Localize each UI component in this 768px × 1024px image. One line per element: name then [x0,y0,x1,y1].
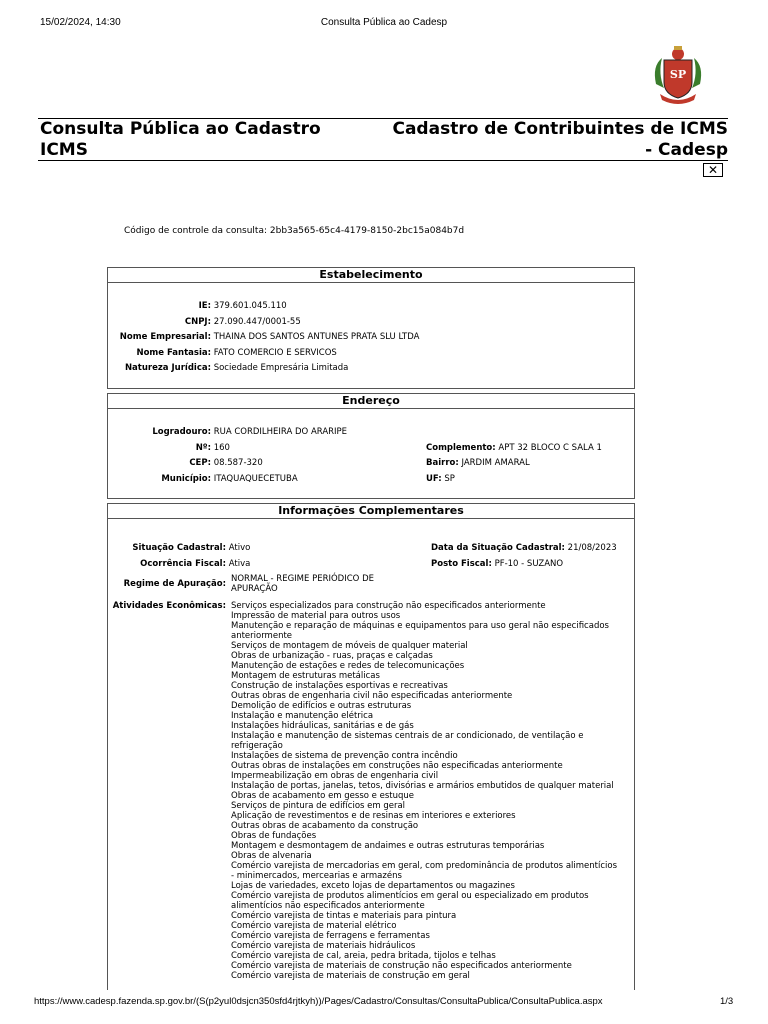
print-footer-url: https://www.cadesp.fazenda.sp.gov.br/(S(p2yul0dsjcn350sfd4rjtkyh))/Pages/Cadastro/Consultas/ConsultaPublica/ConsultaPublica.aspx [34,996,603,1007]
uf-value: SP [444,474,455,484]
atividade-item: Instalação e manutenção de sistemas centrais de ar condicionado, de ventilação e [231,731,584,741]
data-situacao-label: Data da Situação Cadastral: [431,543,565,553]
section-informacoes-complementares [107,503,635,990]
atividade-item: Construção de instalações esportivas e recreativas [231,681,448,691]
field-ocorrencia-fiscal [108,559,250,569]
atividade-item: Outras obras de acabamento da construção [231,821,419,831]
field-nome-fantasia [108,348,337,358]
control-code-value: 2bb3a565-65c4-4179-8150-2bc15a084b7d [269,226,465,236]
ie-label: IE: [198,301,211,311]
field-natureza-juridica [108,363,348,373]
atividade-item: Instalação e manutenção elétrica [231,711,374,721]
atividade-item: Instalações hidráulicas, sanitárias e de gás [231,721,414,731]
cnpj-value: 27.090.447/0001-55 [213,317,301,327]
numero-value: 160 [213,443,230,453]
bairro-label: Bairro: [426,458,459,468]
regime-apuracao-line2: APURAÇÃO [231,584,278,594]
atividade-item: Lojas de variedades, exceto lojas de departamentos ou magazines [231,881,515,891]
nome-empresarial-value: THAINA DOS SANTOS ANTUNES PRATA SLU LTDA [213,332,420,342]
atividade-item: Outras obras de engenharia civil não especificadas anteriormente [231,691,513,701]
nome-empresarial-label: Nome Empresarial: [119,332,211,342]
atividade-item: Aplicação de revestimentos e de resinas em interiores e exteriores [231,811,516,821]
natureza-juridica-label: Natureza Jurídica: [124,363,211,373]
bairro-value: JARDIM AMARAL [461,458,530,468]
close-icon: ✕ [707,163,719,177]
regime-apuracao-line1: NORMAL - REGIME PERIÓDICO DE [231,574,374,584]
print-datetime: 15/02/2024, 14:30 [40,17,121,28]
atividade-item: Comércio varejista de materiais de construção não especificados anteriormente [231,961,572,971]
ocorrencia-fiscal-label: Ocorrência Fiscal: [140,559,226,569]
field-cnpj [108,317,301,327]
field-nome-empresarial [108,332,419,342]
atividade-item: Demolição de edifícios e outras estruturas [231,701,412,711]
atividade-item: Comércio varejista de materiais hidráulicos [231,941,416,951]
field-ie [108,301,287,311]
atividade-item: Obras de alvenaria [231,851,312,861]
atividade-item: Obras de acabamento em gesso e estuque [231,791,414,801]
field-data-situacao [431,543,617,553]
field-posto-fiscal [431,559,563,569]
field-complemento [426,443,602,453]
atividade-item: anteriormente [231,631,293,641]
atividade-item: Obras de fundações [231,831,317,841]
cep-value: 08.587-320 [213,458,263,468]
atividade-item: Serviços de montagem de móveis de qualquer material [231,641,468,651]
uf-label: UF: [426,474,442,484]
cep-label: CEP: [189,458,211,468]
header-rule-bottom [38,160,728,161]
field-cep [108,458,263,468]
atividade-item: Impressão de material para outros usos [231,611,401,621]
nome-fantasia-label: Nome Fantasia: [136,348,211,358]
atividade-item: Instalações de sistema de prevenção contra incêndio [231,751,458,761]
page-title-left: Consulta Pública ao Cadastro ICMS [40,119,321,160]
atividade-item: Serviços especializados para construção não especificados anteriormente [231,601,546,611]
atividade-item: Comércio varejista de mercadorias em geral, com predominância de produtos alimentícios [231,861,618,871]
atividade-item: Montagem de estruturas metálicas [231,671,380,681]
atividade-item: Comércio varejista de tintas e materiais para pintura [231,911,457,921]
field-municipio [108,474,298,484]
section-title-informacoes: Informações Complementares [108,504,634,519]
complemento-label: Complemento: [426,443,496,453]
logradouro-value: RUA CORDILHEIRA DO ARARIPE [213,427,348,437]
posto-fiscal-label: Posto Fiscal: [431,559,492,569]
section-title-endereco: Endereço [108,394,634,409]
atividade-item: Comércio varejista de cal, areia, pedra britada, tijolos e telhas [231,951,496,961]
field-regime-apuracao [231,574,374,594]
atividade-item: refrigeração [231,741,283,751]
field-logradouro [108,427,347,437]
close-button[interactable] [703,163,723,177]
ocorrencia-fiscal-value: Ativa [228,559,251,569]
atividade-item: Manutenção e reparação de máquinas e equipamentos para uso geral não especificados [231,621,609,631]
atividade-item: Comércio varejista de material elétrico [231,921,397,931]
field-atividades-label-row [108,601,226,611]
cnpj-label: CNPJ: [184,317,211,327]
atividade-item: Outras obras de instalações em construções não especificadas anteriormente [231,761,563,771]
atividade-item: Comércio varejista de materiais de construção em geral [231,971,470,981]
municipio-label: Município: [161,474,211,484]
regime-apuracao-label: Regime de Apuração: [123,579,226,589]
situacao-cadastral-value: Ativo [228,543,251,553]
section-title-estabelecimento: Estabelecimento [108,268,634,283]
atividade-item: Obras de urbanização - ruas, praças e calçadas [231,651,433,661]
logo-sp-text: SP [669,68,687,81]
control-code-label: Código de controle da consulta: [124,226,268,236]
atividade-item: Montagem e desmontagem de andaimes e outras estruturas temporárias [231,841,545,851]
page-title-right: Cadastro de Contribuintes de ICMS - Cadesp [392,119,728,160]
print-footer-page: 1/3 [720,996,734,1007]
section-endereco [107,393,635,499]
field-regime-apuracao-label-row [108,579,226,589]
numero-label: Nº: [195,443,211,453]
print-page-title: Consulta Pública ao Cadesp [320,17,448,28]
section-estabelecimento [107,267,635,389]
atividade-item: alimentícios não especificados anteriormente [231,901,425,911]
sao-paulo-coat-of-arms-logo [650,44,706,106]
atividade-item: Instalação de portas, janelas, tetos, divisórias e armários embutidos de qualquer material [231,781,614,791]
atividades-economicas-label: Atividades Econômicas: [112,601,226,611]
atividade-item: - minimercados, mercearias e armazéns [231,871,402,881]
data-situacao-value: 21/08/2023 [567,543,617,553]
situacao-cadastral-label: Situação Cadastral: [132,543,226,553]
atividades-economicas-list [231,601,631,981]
atividade-item: Serviços de pintura de edifícios em geral [231,801,406,811]
posto-fiscal-value: PF-10 - SUZANO [494,559,564,569]
field-situacao-cadastral [108,543,250,553]
atividade-item: Comércio varejista de ferragens e ferramentas [231,931,430,941]
municipio-value: ITAQUAQUECETUBA [213,474,298,484]
atividade-item: Manutenção de estações e redes de telecomunicações [231,661,465,671]
field-numero [108,443,230,453]
complemento-value: APT 32 BLOCO C SALA 1 [498,443,602,453]
control-code [124,226,464,236]
atividade-item: Comércio varejista de produtos alimentícios em geral ou especializado em produtos [231,891,589,901]
field-uf [426,474,455,484]
logradouro-label: Logradouro: [152,427,211,437]
nome-fantasia-value: FATO COMERCIO E SERVICOS [213,348,337,358]
natureza-juridica-value: Sociedade Empresária Limitada [213,363,349,373]
atividade-item: Impermeabilização em obras de engenharia civil [231,771,439,781]
field-bairro [426,458,530,468]
ie-value: 379.601.045.110 [213,301,287,311]
